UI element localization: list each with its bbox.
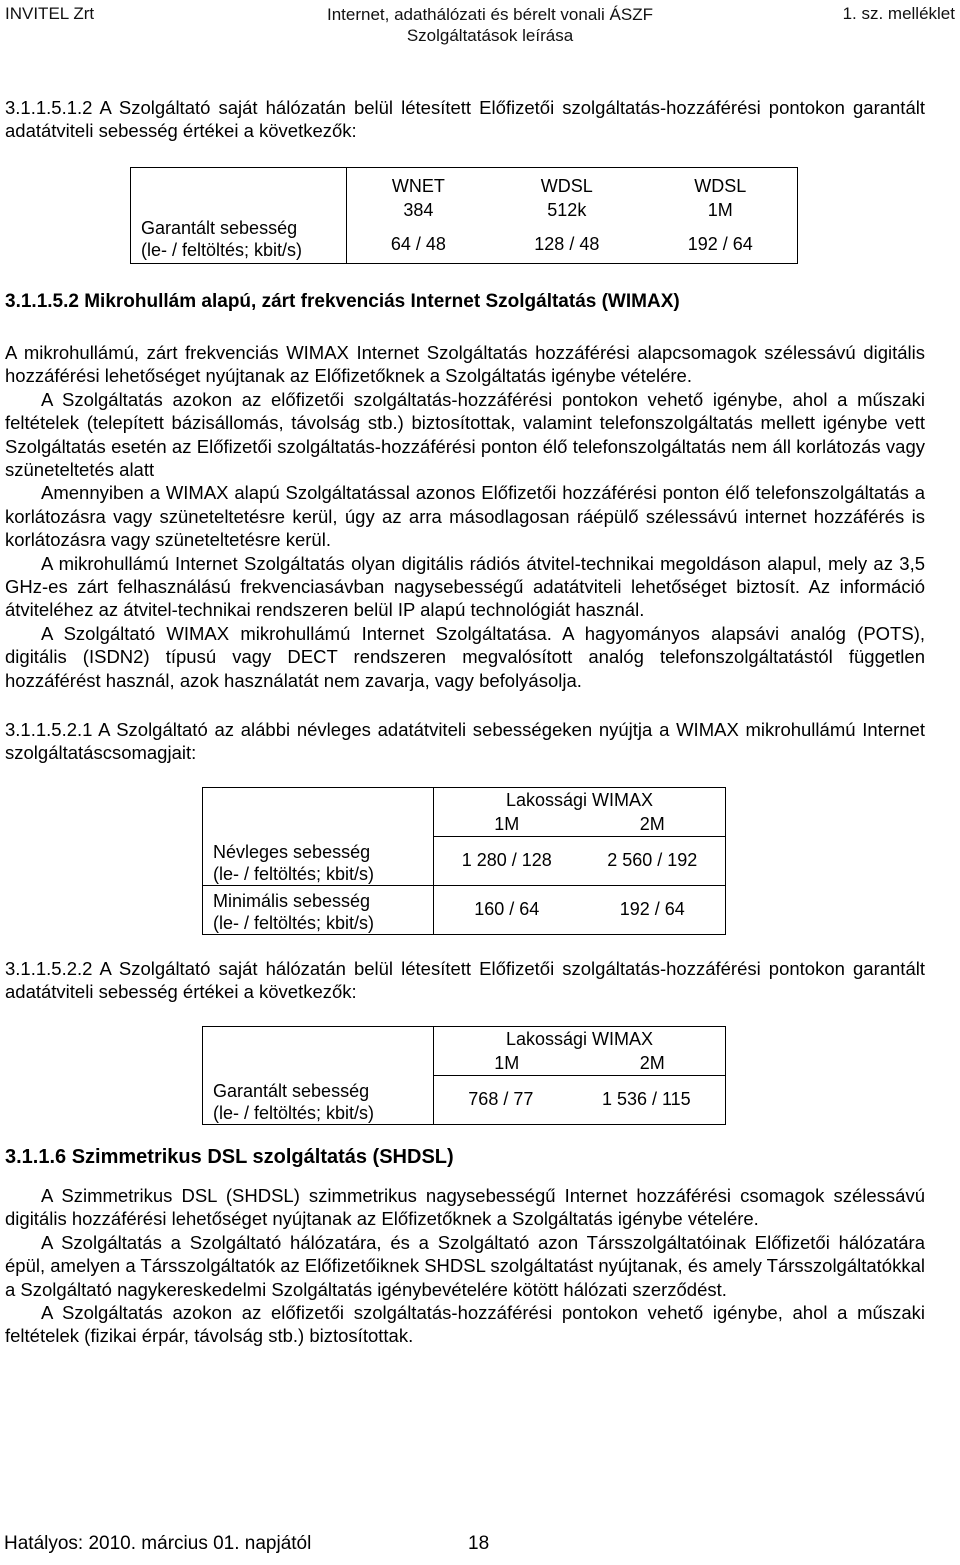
col-speed: 1M [707, 199, 733, 220]
row-label-1: Garantált sebesség [213, 1080, 370, 1101]
document-title-line1: Internet, adathálózati és bérelt vonali ÁSZF [326, 5, 653, 24]
paragraph: A mikrohullámú Internet Szolgáltatás olyan digitális rádiós átvitel-technikai megoldáson alapul, mely az 3,5 GHz-es zárt felhasználású frekvenciasávban nagysebességű adatátviteli lehetőséget biztosít. Az információ átviteléhez az átvitel-technikai rendszeren belül IP alapú technológiát használ. [5, 552, 925, 621]
guaranteed-speed-table-wnet-wdsl [130, 167, 798, 264]
effective-date: Hatályos: 2010. március 01. napjától [4, 1533, 312, 1554]
group-header-cell [434, 788, 726, 837]
paragraph: A Szimmetrikus DSL (SHDSL) szimmetrikus nagysebességű Internet hozzáférési csomagok szélessávú digitális hozzáférési lehetőséget nyújtanak az Előfizetőknek a Szolgáltatás igénybe vételére. [5, 1185, 925, 1230]
col-name: WDSL [694, 175, 747, 196]
section-3115-1-2: 3.1.1.5.1.2 A Szolgáltató saját hálózatán belül létesített Előfizetői szolgáltatás-hozzáférési pontokon garantált adatátviteli sebesség értékei a következők: [5, 97, 925, 142]
col-1m: 1M [494, 814, 520, 834]
group-name: Lakossági WIMAX [505, 790, 654, 810]
col-2m: 2M [639, 814, 665, 834]
col-wdsl-1m [688, 174, 753, 256]
value-1m: 160 / 64 [474, 899, 540, 919]
col-value: 192 / 64 [687, 233, 753, 254]
row-label-cell [203, 837, 434, 886]
value-1m: 1 280 / 128 [461, 850, 552, 871]
col-name: WDSL [540, 175, 593, 196]
heading-3115-2: 3.1.1.5.2 Mikrohullám alapú, zárt frekvenciás Internet Szolgáltatás (WIMAX) [5, 291, 680, 312]
row-label-2: (le- / feltöltés; kbit/s) [213, 1102, 375, 1123]
col-value: 64 / 48 [390, 233, 446, 254]
heading-3116: 3.1.1.6 Szimmetrikus DSL szolgáltatás (SHDSL) [5, 1146, 454, 1168]
section-3115-2-2: 3.1.1.5.2.2 A Szolgáltató saját hálózatán belül létesített Előfizetői szolgáltatás-hozzáférési pontokon garantált adatátviteli sebesség értékei a következők: [5, 958, 925, 1003]
value-2m: 1 536 / 115 [601, 1089, 691, 1110]
group-header-cell [434, 1027, 726, 1076]
paragraph: Amennyiben a WIMAX alapú Szolgáltatással azonos Előfizetői hozzáférési ponton élő telefonszolgáltatás a korlátozásra vagy szüneteltetésre kerül, úgy az arra másodlagosan ráépülő szélessávú internet hozzáférés is korlátozásra vagy szüneteltetésre kerül. [5, 482, 925, 551]
section-3115-2-1: 3.1.1.5.2.1 A Szolgáltató az alábbi névleges adatátviteli sebességeken nyújtja a WIMAX mikrohullámú Internet szolgáltatáscsomagjait: [5, 719, 925, 764]
paragraph: A Szolgáltatás azokon az előfizetői szolgáltatás-hozzáférési pontokon vehető igénybe, ahol a műszaki feltételek (telepített bázisállomás, távolság stb.) biztosítottak, valamint telefonszolgáltatás mellett igénybe vett Szolgáltatás esetén az Előfizetői szolgáltatás-hozzáférési ponton élő telefonszolgáltatás nem áll korlátozás vagy szüneteltetés alatt [5, 388, 925, 481]
empty-corner-cell [203, 1027, 434, 1076]
row-label-cell [203, 885, 434, 934]
col-speed: 384 [403, 199, 434, 220]
wimax-guaranteed-speed-table [202, 1026, 726, 1125]
paragraph: A Szolgáltató WIMAX mikrohullámú Internet Szolgáltatása. A hagyományos alapsávi analóg (POTS), digitális (ISDN2) típusú vagy DECT rendszeren megvalósított analóg telefonszolgáltatástól független hozzáférést használ, azok használatát nem zavarja, vagy befolyásolja. [5, 622, 925, 691]
shdsl-description [5, 1184, 925, 1348]
row-label-1: Névleges sebesség [213, 841, 371, 862]
row-label-1: Garantált sebesség [141, 218, 298, 238]
col-wnet [391, 174, 446, 256]
row-label-cell [203, 1076, 434, 1125]
company-name: INVITEL Zrt [5, 4, 95, 23]
paragraph: A Szolgáltatás azokon az előfizetői szolgáltatás-hozzáférési pontokon vehető igénybe, ahol a műszaki feltételek (fizikai érpár, távolság stb.) biztosítottak. [5, 1302, 925, 1347]
col-2m: 2M [639, 1053, 665, 1073]
document-title-line2: Szolgáltatások leírása [406, 26, 574, 45]
annex-label: 1. sz. melléklet [842, 4, 955, 23]
page-header [0, 4, 960, 48]
empty-corner-cell [203, 788, 434, 837]
row-label-1: Minimális sebesség [213, 890, 371, 911]
document-title [240, 4, 740, 46]
wimax-description [5, 341, 925, 692]
page-number: 18 [468, 1533, 490, 1554]
value-2m: 192 / 64 [619, 899, 685, 919]
row-label-cell [131, 168, 347, 264]
value-2m: 2 560 / 192 [607, 850, 698, 871]
col-1m: 1M [494, 1053, 520, 1073]
row-label-2: (le- / feltöltés; kbit/s) [213, 912, 375, 933]
col-name: WNET [391, 175, 445, 196]
row-values-cell [434, 837, 726, 886]
row-label-2: (le- / feltöltés; kbit/s) [213, 863, 375, 884]
group-name: Lakossági WIMAX [505, 1029, 654, 1049]
paragraph: A Szolgáltatás a Szolgáltató hálózatára, és a Szolgáltató azon Társszolgáltatóinak Előfizetői hálózatára épül, amelyen a Társszolgáltatók az Előfizetőiknek SHDSL szolgáltatást nyújtanak, és amely Társszolgáltatókkal a Szolgáltató nagykereskedelmi Szolgáltatás igénybevételére kötött hálózati szerződést. [5, 1231, 925, 1300]
col-speed: 512k [547, 199, 587, 220]
col-wdsl-512k [534, 174, 599, 256]
paragraph: A mikrohullámú, zárt frekvenciás WIMAX Internet Szolgáltatás hozzáférési alapcsomagok szélessávú digitális hozzáférési lehetőséget nyújtanak az Előfizetőknek a Szolgáltatás igénybe vételére. [5, 342, 925, 387]
values-cell [346, 168, 797, 264]
col-value: 128 / 48 [534, 233, 600, 254]
row-label-2: (le- / feltöltés; kbit/s) [141, 240, 303, 260]
value-1m: 768 / 77 [468, 1089, 534, 1110]
row-values-cell [434, 885, 726, 934]
row-values-cell [434, 1076, 726, 1125]
wimax-nominal-speed-table [202, 787, 726, 935]
